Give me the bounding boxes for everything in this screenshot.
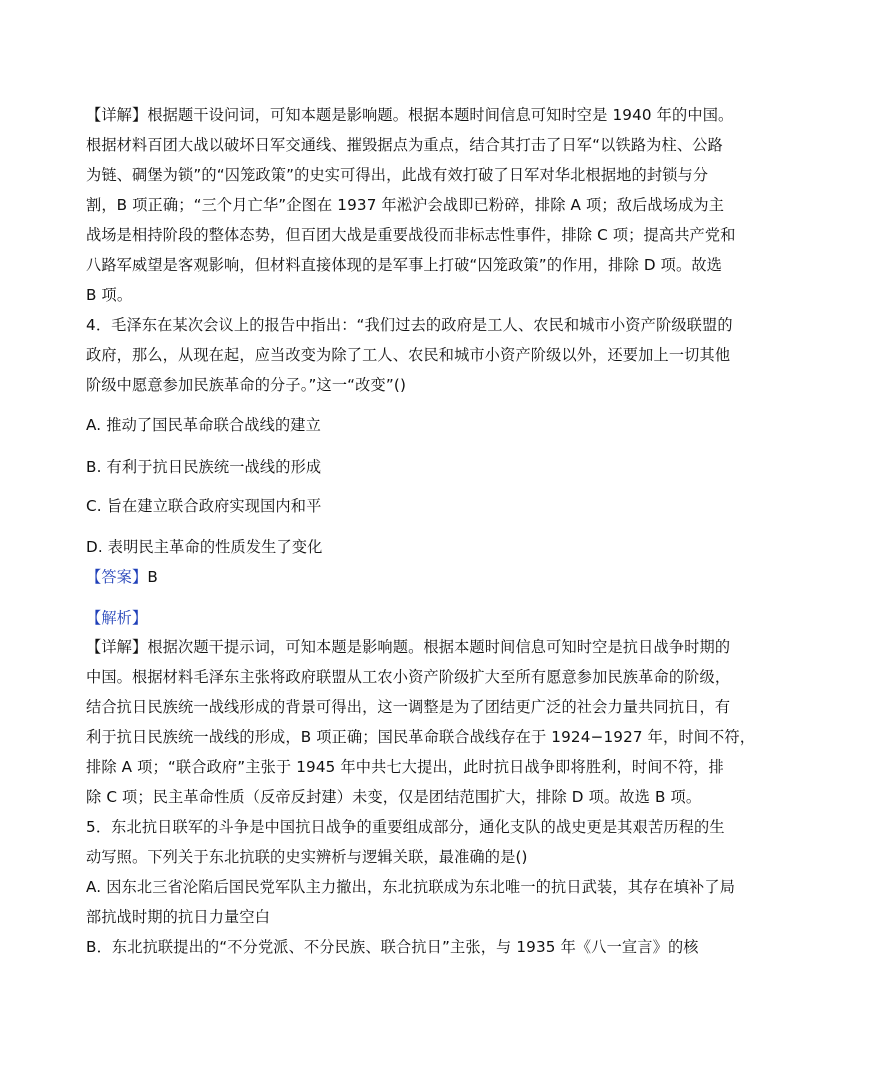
question-5-stem-line: 动写照。下列关于东北抗联的史实辨析与逻辑关联，最准确的是() (86, 848, 528, 866)
question-4-stem-line: 阶级中愿意参加民族革命的分子。”这一“改变”() (86, 376, 407, 394)
answer-value: B (147, 568, 158, 586)
analysis-line: 利于抗日民族统一战线的形成，B 项正确；国民革命联合战线存在于 1924−1927 年，时间不符， (86, 728, 756, 746)
analysis-line: 排除 A 项；“联合政府”主张于 1945 年中共七大提出，此时抗日战争即将胜利，时间不符，排 (86, 758, 724, 776)
analysis-line: 结合抗日民族统一战线形成的背景可得出，这一调整是为了团结更广泛的社会力量共同抗日，有 (86, 698, 731, 716)
analysis-label: 【解析】 (86, 609, 148, 627)
question-5-option-a-line: 部抗战时期的抗日力量空白 (86, 908, 271, 926)
analysis-line: 【详解】根据次题干提示词，可知本题是影响题。根据本题时间信息可知时空是抗日战争时期的 (86, 638, 731, 656)
answer-label: 【答案】 (86, 568, 148, 586)
question-5-stem-line: 5．东北抗日联军的斗争是中国抗日战争的重要组成部分，通化支队的战史更是其艰苦历程的生 (86, 818, 725, 836)
question-4-stem-line: 政府，那么，从现在起，应当改变为除了工人、农民和城市小资产阶级以外，还要加上一切其他 (86, 346, 731, 364)
explanation-line: 根据材料百团大战以破坏日军交通线、摧毁据点为重点，结合其打击了日军“以铁路为柱、公路 (86, 136, 723, 154)
explanation-line: 为链、碉堡为锁”的“囚笼政策”的史实可得出，此战有效打破了日军对华北根据地的封锁与分 (86, 166, 709, 184)
option-c: C. 旨在建立联合政府实现国内和平 (86, 497, 322, 515)
question-5-option-b-line: B．东北抗联提出的“不分党派、不分民族、联合抗日”主张，与 1935 年《八一宣言》的核 (86, 938, 699, 956)
explanation-line: 八路军威望是客观影响，但材料直接体现的是军事上打破“囚笼政策”的作用，排除 D 项。故选 (86, 256, 722, 274)
explanation-line: 战场是相持阶段的整体态势，但百团大战是重要战役而非标志性事件，排除 C 项；提高共产党和 (86, 226, 736, 244)
answer-line (86, 566, 158, 588)
option-a: A. 推动了国民革命联合战线的建立 (86, 416, 321, 434)
explanation-line: 割，B 项正确；“三个月亡华”企图在 1937 年淞沪会战即已粉碎，排除 A 项；敌后战场成为主 (86, 196, 725, 214)
option-d: D. 表明民主革命的性质发生了变化 (86, 538, 323, 556)
explanation-line: B 项。 (86, 286, 133, 304)
analysis-line: 除 C 项；民主革命性质（反帝反封建）未变，仅是团结范围扩大，排除 D 项。故选 B 项。 (86, 788, 702, 806)
option-b: B. 有利于抗日民族统一战线的形成 (86, 458, 322, 476)
question-4-stem-line: 4．毛泽东在某次会议上的报告中指出：“我们过去的政府是工人、农民和城市小资产阶级联盟的 (86, 316, 733, 334)
question-5-option-a-line: A. 因东北三省沦陷后国民党军队主力撤出，东北抗联成为东北唯一的抗日武装，其存在填补了局 (86, 878, 736, 896)
explanation-line: 【详解】根据题干设问词，可知本题是影响题。根据本题时间信息可知时空是 1940 年的中国。 (86, 106, 734, 124)
analysis-line: 中国。根据材料毛泽东主张将政府联盟从工农小资产阶级扩大至所有愿意参加民族革命的阶级， (86, 668, 731, 686)
